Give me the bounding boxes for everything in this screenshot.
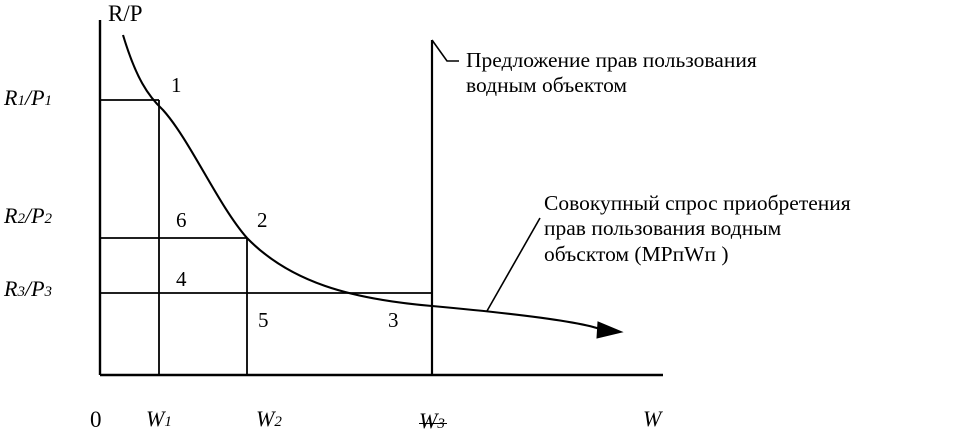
- demand-callout-line-1: Совокупный спрос приобретения: [544, 191, 851, 215]
- y-tick-1-num-sub: 1: [17, 93, 25, 109]
- region-label-5: 5: [258, 308, 269, 332]
- demand-callout-leader: [487, 218, 540, 311]
- demand-callout-line-3: объсктом (MPпWп ): [544, 241, 729, 266]
- x-tick-label-w1: [146, 406, 172, 432]
- x-tick-w3-base: W: [419, 407, 438, 433]
- y-tick-2-num-sub: 2: [17, 211, 25, 227]
- x-tick-label-w3: [419, 406, 447, 441]
- demand-curve-arrowhead: [597, 322, 622, 338]
- y-tick-2-den-sub: 2: [44, 211, 53, 227]
- supply-callout-text: [466, 48, 757, 99]
- y-tick-1-den: P: [31, 85, 45, 110]
- y-tick-3-den-sub: 3: [44, 284, 53, 300]
- region-label-2: 2: [257, 208, 268, 232]
- demand-callout-line-2: прав пользования водным: [544, 216, 782, 241]
- y-tick-3-num-sub: 3: [17, 284, 25, 300]
- x-tick-w1-base: W: [146, 406, 165, 431]
- supply-callout-leader: [432, 40, 459, 61]
- region-label-4: 4: [176, 267, 187, 291]
- y-tick-label-2: R2/P2: [4, 203, 53, 228]
- y-tick-2-den: P: [31, 203, 45, 228]
- y-tick-1-num: R: [4, 85, 18, 110]
- y-tick-1-den-sub: 1: [44, 93, 53, 109]
- region-label-3: 3: [388, 308, 399, 332]
- x-tick-w2-base: W: [256, 406, 275, 431]
- x-tick-label-w2: [256, 406, 282, 432]
- x-tick-w2-sub: 2: [274, 414, 282, 430]
- region-label-6: 6: [176, 208, 187, 232]
- x-tick-w3-sub: 3: [437, 415, 445, 432]
- y-axis-title: R/P: [108, 1, 143, 26]
- y-tick-label-3: R3/P3: [4, 276, 53, 301]
- demand-callout-text: [544, 191, 851, 267]
- y-tick-label-1: R1/P1: [4, 85, 53, 110]
- y-tick-3-num: R: [4, 276, 18, 301]
- supply-callout-line-1: Предложение прав пользования: [466, 48, 757, 72]
- x-axis-title: W: [643, 406, 662, 431]
- y-tick-2-num: R: [4, 203, 18, 228]
- y-tick-3-den: P: [31, 276, 45, 301]
- region-label-1: 1: [171, 73, 182, 97]
- supply-callout-line-2: водным объектом: [466, 73, 628, 98]
- x-tick-w1-sub: 1: [164, 414, 172, 430]
- origin-label: 0: [90, 407, 102, 432]
